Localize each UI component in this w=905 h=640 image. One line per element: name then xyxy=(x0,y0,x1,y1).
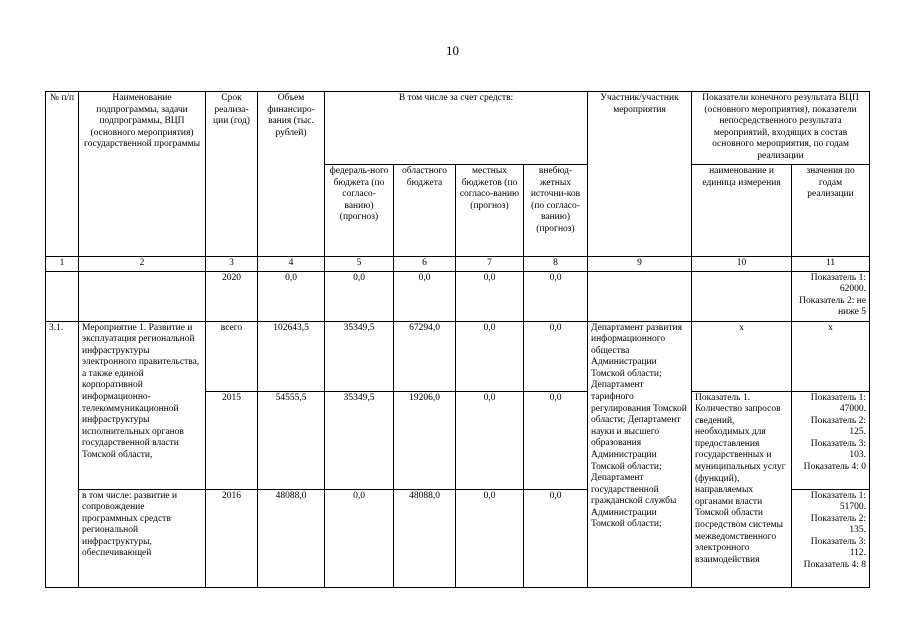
indicator-value: Показатель 2: 125. xyxy=(810,415,867,438)
column-number: 1 xyxy=(46,257,79,272)
extra-cell: 0,0 xyxy=(524,489,588,587)
total-cell: 54555,5 xyxy=(258,391,325,489)
column-number: 11 xyxy=(792,257,870,272)
header-volume: Объем финансиро-вания (тыс. рублей) xyxy=(258,92,325,257)
local-cell: 0,0 xyxy=(456,271,524,321)
extra-cell: 0,0 xyxy=(524,391,588,489)
local-cell: 0,0 xyxy=(456,321,524,391)
indicator-values-cell xyxy=(792,489,870,587)
year-cell: 2016 xyxy=(206,489,258,587)
header-participant: Участник/участник мероприятия xyxy=(588,92,692,257)
column-number: 3 xyxy=(206,257,258,272)
column-number: 10 xyxy=(692,257,792,272)
participants-cell: Департамент развития информационного общества Администрации Томской области; Департамент тарифного регулирования Томской области; Департамент науки и высшего образования Администрации Томской области; Департамент государственной гражданской службы Администрации Томской области; xyxy=(588,321,692,587)
column-number: 6 xyxy=(394,257,456,272)
header-regional: областного бюджета xyxy=(394,165,456,257)
extra-cell: 0,0 xyxy=(524,271,588,321)
indicator-value: Показатель 3: 103. xyxy=(810,438,867,461)
indicator-name-cell: х xyxy=(692,321,792,391)
header-federal: федераль-ного бюджета (по согласо-ванию) (прогноз) xyxy=(325,165,394,257)
indicator-value: Показатель 4: 8 xyxy=(803,560,867,571)
program-table xyxy=(45,91,870,588)
header-indicator-name: наименование и единица измерения xyxy=(692,165,792,257)
total-cell: 0,0 xyxy=(258,271,325,321)
table-row-total xyxy=(46,321,870,391)
header-row-1 xyxy=(46,92,870,165)
year-cell: всего xyxy=(206,321,258,391)
regional-cell: 48088,0 xyxy=(394,489,456,587)
total-cell: 102643,5 xyxy=(258,321,325,391)
item-number: 3.1. xyxy=(46,321,79,587)
column-number: 9 xyxy=(588,257,692,272)
indicator-value: Показатель 1: 51700. xyxy=(810,490,867,513)
item-name-continued: в том числе: развитие и сопровождение программных средств региональной инфраструктуры, обеспечивающей xyxy=(79,489,206,587)
indicator-value: Показатель 2: 135. xyxy=(810,513,867,536)
indicator-values-cell xyxy=(792,391,870,489)
year-cell: 2015 xyxy=(206,391,258,489)
column-number: 2 xyxy=(79,257,206,272)
indicator-values-cell: х xyxy=(792,321,870,391)
regional-cell: 0,0 xyxy=(394,271,456,321)
item-name: Мероприятие 1. Развитие и эксплуатация региональной инфраструктуры электронного правительства, а также единой корпоративной информационно-телекоммуникационной инфраструктуры исполнительных органов государственной власти Томской области, xyxy=(79,321,206,489)
header-sources-group: В том числе за счет средств: xyxy=(325,92,588,165)
local-cell: 0,0 xyxy=(456,391,524,489)
column-number: 7 xyxy=(456,257,524,272)
federal-cell: 0,0 xyxy=(325,489,394,587)
indicator-values-cell xyxy=(792,271,870,321)
table-row-2020 xyxy=(46,271,870,321)
indicator-value: Показатель 1: 62000. xyxy=(810,272,867,295)
page-number: 10 xyxy=(446,43,459,58)
regional-cell: 19206,0 xyxy=(394,391,456,489)
header-number: № п/п xyxy=(46,92,79,257)
local-cell: 0,0 xyxy=(456,489,524,587)
indicator-value: Показатель 4: 0 xyxy=(803,462,867,473)
indicator-value: Показатель 3: 112. xyxy=(810,536,867,559)
header-name: Наименование подпрограммы, задачи подпрограммы, ВЦП (основного мероприятия) государственной программы xyxy=(79,92,206,257)
federal-cell: 35349,5 xyxy=(325,321,394,391)
federal-cell: 0,0 xyxy=(325,271,394,321)
indicator-value: Показатель 1: 47000. xyxy=(810,392,867,415)
header-extra: внебюд-жетных источни-ков (по согласо-ванию) (прогноз) xyxy=(524,165,588,257)
indicator-value: Показатель 2: не ниже 5 xyxy=(799,295,867,318)
indicator-name-cell: Показатель 1. Количество запросов сведений, необходимых для предоставления государственных и муниципальных услуг (функций), направляемых органами власти Томской области посредством системы межведомственного электронного взаимодействия xyxy=(692,391,792,587)
header-indicators-group: Показатели конечного результата ВЦП (основного мероприятия), показатели непосредственного результата мероприятий, входящих в состав основного мероприятия, по годам реализации xyxy=(692,92,870,165)
column-number: 5 xyxy=(325,257,394,272)
header-term: Срок реализа-ции (год) xyxy=(206,92,258,257)
total-cell: 48088,0 xyxy=(258,489,325,587)
year-cell: 2020 xyxy=(206,271,258,321)
header-local: местных бюджетов (по согласо-ванию (прогноз) xyxy=(456,165,524,257)
regional-cell: 67294,0 xyxy=(394,321,456,391)
column-numbers-row xyxy=(46,257,870,272)
column-number: 4 xyxy=(258,257,325,272)
extra-cell: 0,0 xyxy=(524,321,588,391)
header-indicator-values: значения по годам реализации xyxy=(792,165,870,257)
column-number: 8 xyxy=(524,257,588,272)
federal-cell: 35349,5 xyxy=(325,391,394,489)
